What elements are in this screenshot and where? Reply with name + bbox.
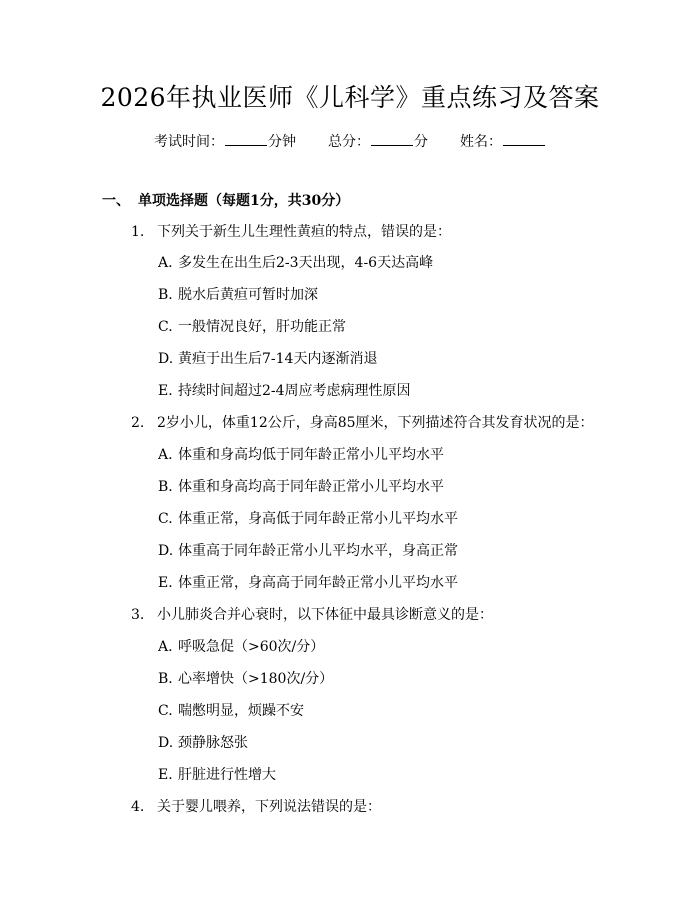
answer-option <box>158 701 304 721</box>
answer-option <box>158 477 444 497</box>
question-number: 4. <box>131 799 145 815</box>
option-letter: C. <box>158 319 173 335</box>
question-item <box>131 605 493 625</box>
option-text: 体重和身高均高于同年龄正常小儿平均水平 <box>178 479 444 495</box>
section-heading <box>102 191 349 211</box>
option-letter: A. <box>158 639 173 655</box>
question-number: 2. <box>131 415 145 431</box>
option-text: 喘憋明显，烦躁不安 <box>178 703 304 719</box>
answer-option <box>158 573 458 593</box>
exam-time-label: 考试时间： <box>154 134 224 150</box>
option-letter: A. <box>158 255 173 271</box>
answer-option <box>158 253 433 273</box>
option-text: 持续时间超过2-4周应考虑病理性原因 <box>178 383 411 399</box>
answer-option <box>158 637 324 657</box>
answer-option <box>158 541 458 561</box>
page-title: 2026年执业医师《儿科学》重点练习及答案 <box>100 83 600 112</box>
answer-option <box>158 669 333 689</box>
option-text: 多发生在出生后2-3天出现，4-6天达高峰 <box>178 255 434 271</box>
option-letter: A. <box>158 447 173 463</box>
answer-option <box>158 445 444 465</box>
exam-time-field <box>154 131 296 152</box>
option-letter: D. <box>158 543 174 559</box>
option-letter: B. <box>158 479 173 495</box>
option-letter: B. <box>158 287 173 303</box>
option-letter: C. <box>158 703 173 719</box>
option-letter: E. <box>158 383 173 399</box>
total-score-unit: 分 <box>414 134 428 150</box>
answer-option <box>158 765 276 785</box>
option-text: 体重正常，身高低于同年龄正常小儿平均水平 <box>178 511 458 527</box>
answer-option <box>158 317 346 337</box>
answer-option <box>158 285 318 305</box>
option-text: 体重正常，身高高于同年龄正常小儿平均水平 <box>178 575 458 591</box>
question-number: 3. <box>131 607 145 623</box>
option-text: 黄疸于出生后7-14天内逐渐消退 <box>178 351 378 367</box>
option-letter: E. <box>158 767 173 783</box>
question-text: 关于婴儿喂养，下列说法错误的是： <box>157 799 381 815</box>
answer-option <box>158 349 377 369</box>
answer-option <box>158 733 248 753</box>
total-score-label: 总分： <box>328 134 370 150</box>
question-item <box>131 413 594 433</box>
option-letter: B. <box>158 671 173 687</box>
section-title: 单项选择题（每题1分，共30分） <box>138 193 350 209</box>
answer-option <box>158 509 458 529</box>
name-label: 姓名： <box>460 134 502 150</box>
question-number: 1. <box>131 224 145 240</box>
total-score-field <box>328 131 428 152</box>
total-score-blank <box>371 131 413 146</box>
question-item <box>131 222 451 242</box>
name-blank <box>503 131 545 146</box>
question-text: 小儿肺炎合并心衰时，以下体征中最具诊断意义的是： <box>157 607 493 623</box>
option-text: 脱水后黄疸可暂时加深 <box>178 287 318 303</box>
exam-time-unit: 分钟 <box>268 134 296 150</box>
option-letter: D. <box>158 351 174 367</box>
option-text: 一般情况良好，肝功能正常 <box>178 319 346 335</box>
option-text: 体重和身高均低于同年龄正常小儿平均水平 <box>178 447 444 463</box>
option-text: 心率增快（>180次/分） <box>178 671 334 687</box>
question-text: 2岁小儿，体重12公斤，身高85厘米，下列描述符合其发育状况的是： <box>157 415 594 431</box>
question-text: 下列关于新生儿生理性黄疸的特点，错误的是： <box>157 224 451 240</box>
option-letter: C. <box>158 511 173 527</box>
exam-time-blank <box>225 131 267 146</box>
section-number: 一、 <box>102 193 130 209</box>
name-field <box>460 131 546 152</box>
option-text: 体重高于同年龄正常小儿平均水平，身高正常 <box>178 543 458 559</box>
answer-option <box>158 381 411 401</box>
exam-info-line <box>0 131 700 152</box>
option-text: 颈静脉怒张 <box>178 735 248 751</box>
option-letter: D. <box>158 735 174 751</box>
question-item <box>131 797 381 817</box>
option-letter: E. <box>158 575 173 591</box>
option-text: 肝脏进行性增大 <box>178 767 276 783</box>
option-text: 呼吸急促（>60次/分） <box>178 639 325 655</box>
